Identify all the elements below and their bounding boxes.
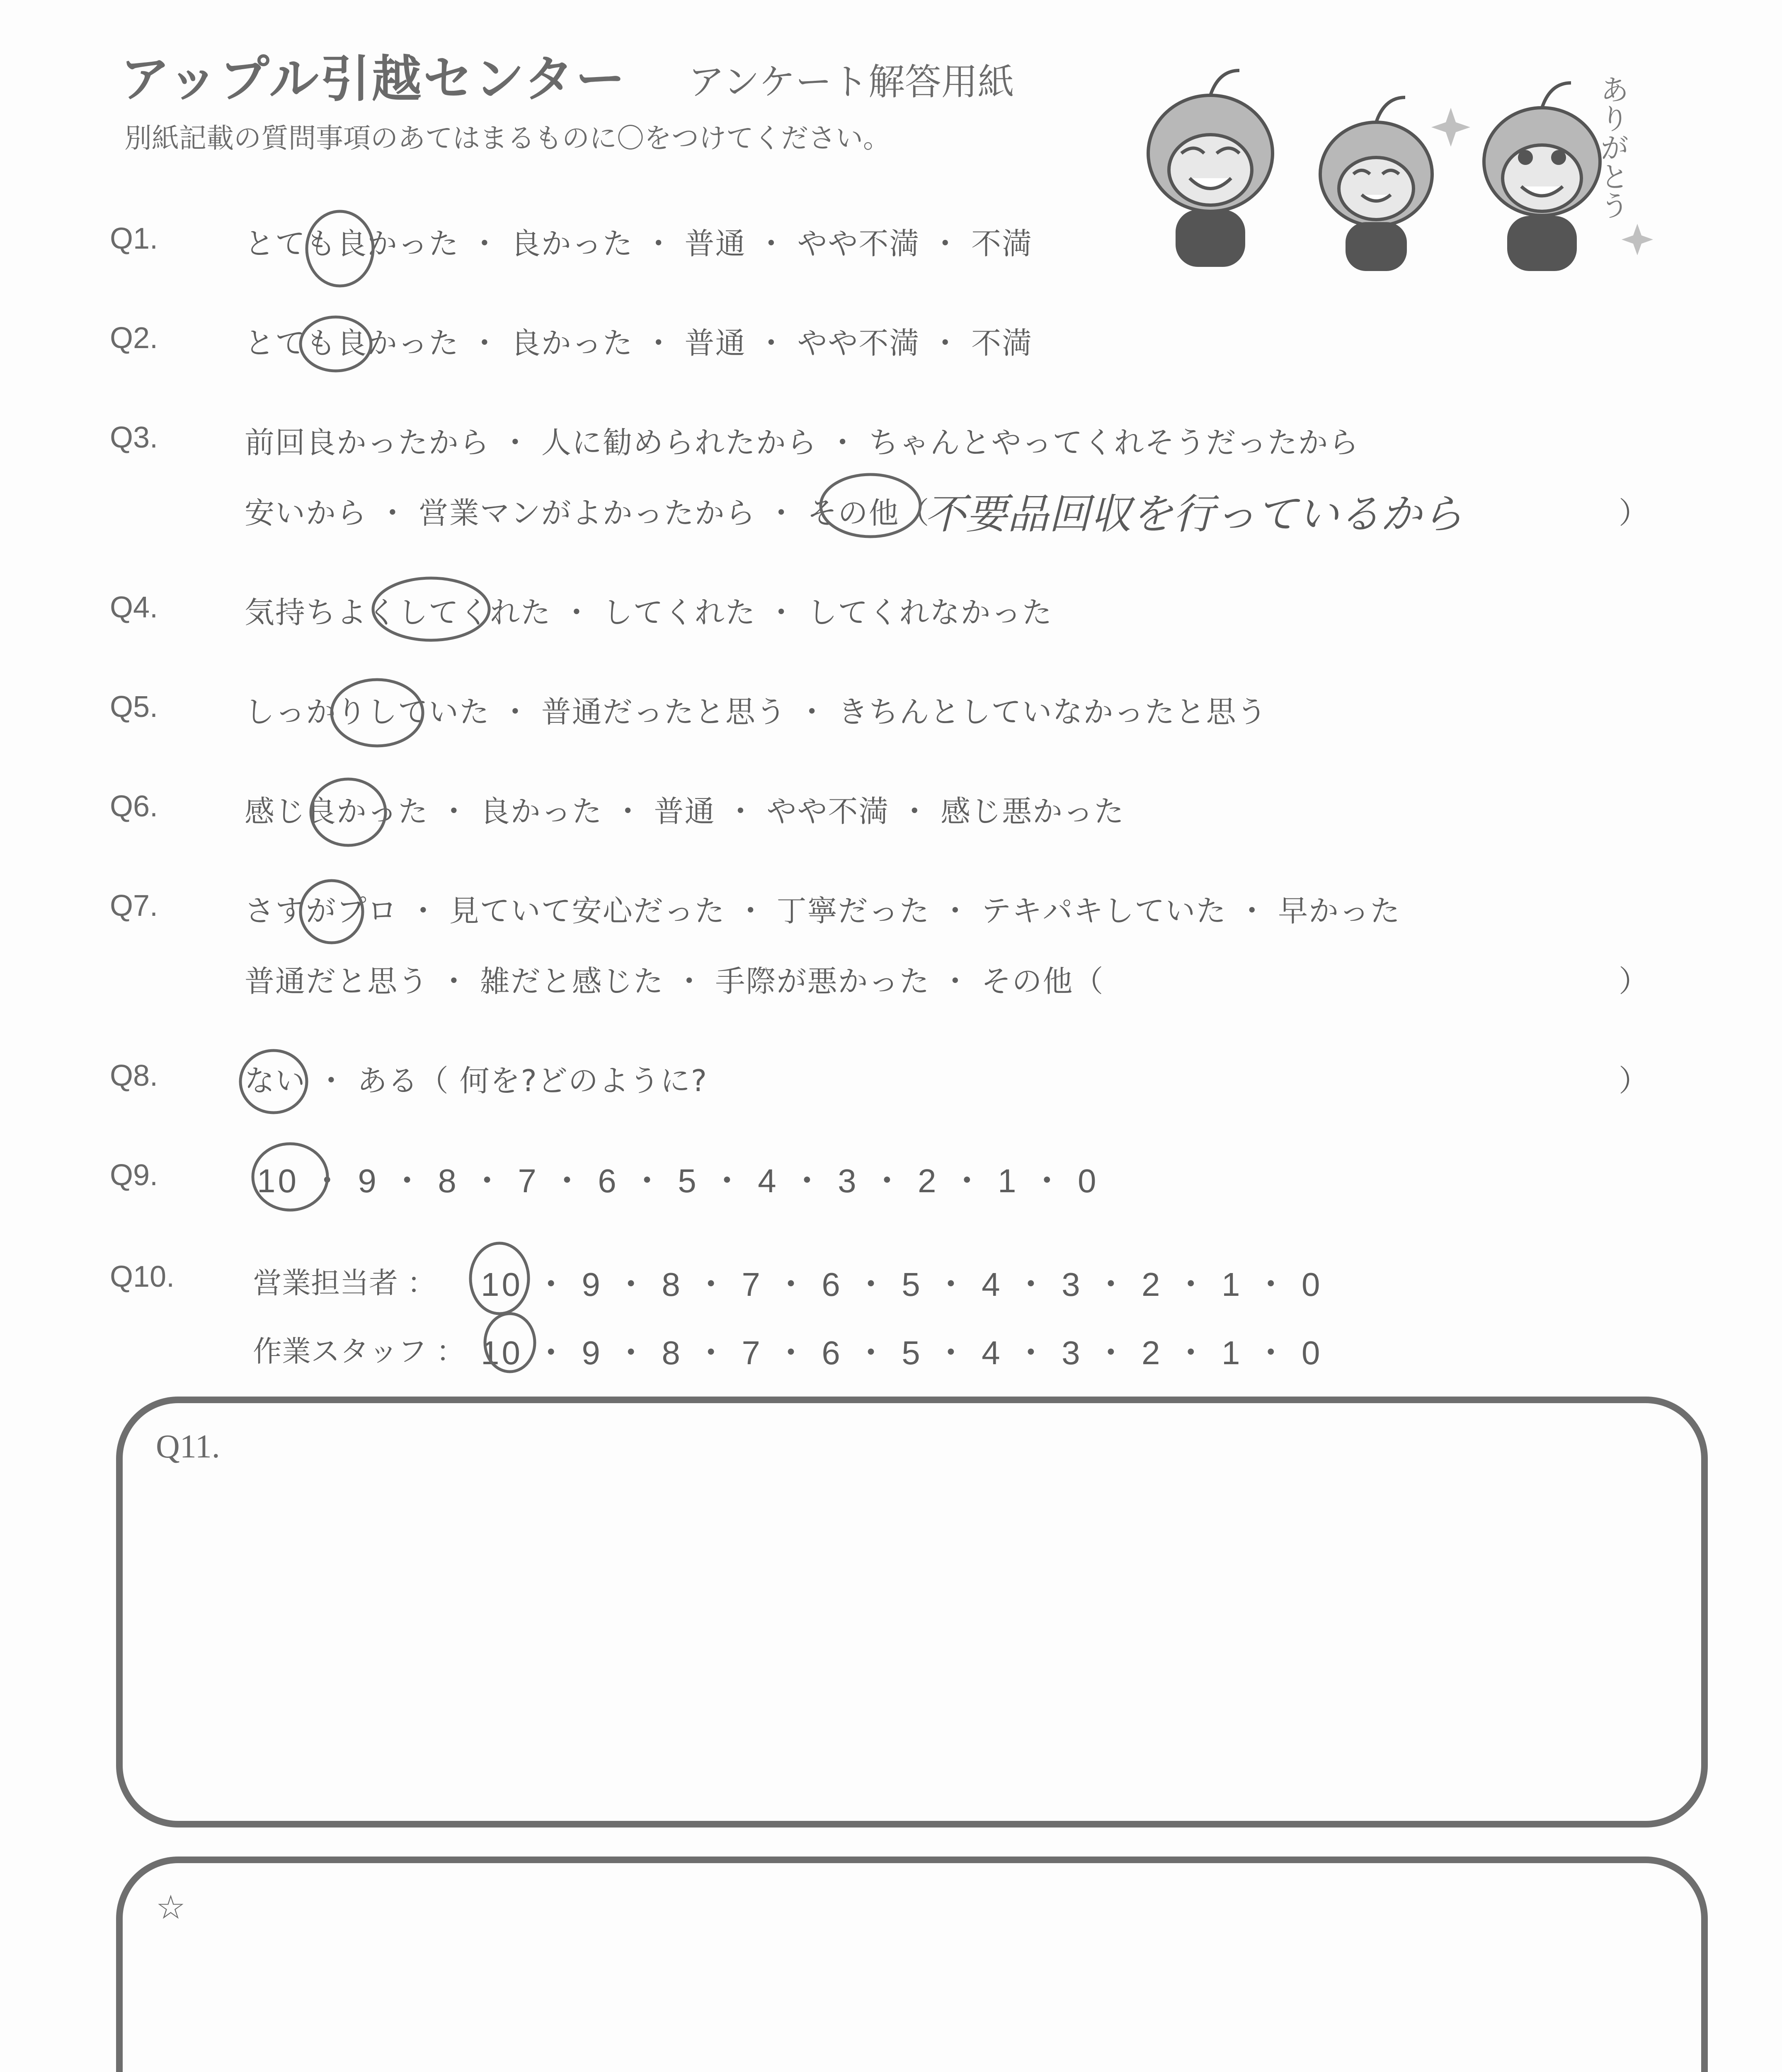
q6-number: Q6. (110, 790, 158, 823)
q10-sales-label: 営業担当者 ： (253, 1266, 436, 1300)
q3-number: Q3. (110, 421, 158, 454)
thanks-text: ありがとう (1595, 75, 1629, 220)
q8-number: Q8. (110, 1059, 158, 1092)
q8-options: ない ・ ある（ 何を?どのように? (245, 1063, 708, 1098)
star-label: ☆ (156, 1890, 186, 1926)
q4-options: 気持ちよくしてくれた ・ してくれた ・ してくれなかった (245, 595, 1053, 630)
q3-close-paren: ） (1619, 496, 1649, 530)
q7-options-line1: さすがプロ ・ 見ていて安心だった ・ 丁寧だった ・ テキパキしていた ・ 早かった (245, 893, 1401, 928)
q3-handwritten-answer: 不要品回収を行っているから (924, 490, 1463, 538)
q9-number: Q9. (110, 1159, 158, 1192)
q10-staff-scale: 10 ・ 9 ・ 8 ・ 7 ・ 6 ・ 5 ・ 4 ・ 3 ・ 2 ・ 1 ・ 0 (481, 1334, 1323, 1371)
q5-number: Q5. (110, 690, 158, 724)
instruction-text: 別紙記載の質問事項のあてはまるものに〇をつけてください。 (124, 122, 890, 154)
monkey-mascot-1 (1148, 70, 1273, 265)
q7-close-paren: ） (1619, 964, 1649, 999)
q1-options: とても良かった ・ 良かった ・ 普通 ・ やや不満 ・ 不満 (245, 226, 1033, 261)
company-title: アップル引越センター (120, 51, 627, 108)
q2-options: とても良かった ・ 良かった ・ 普通 ・ やや不満 ・ 不満 (245, 326, 1033, 361)
q11-comment-box[interactable] (116, 1397, 1708, 1828)
q10-number: Q10. (110, 1260, 175, 1293)
q2-number: Q2. (110, 322, 158, 355)
q7-options-line2: 普通だと思う ・ 雑だと感じた ・ 手際が悪かった ・ その他（ (245, 964, 1104, 999)
q10-sales-scale: 10 ・ 9 ・ 8 ・ 7 ・ 6 ・ 5 ・ 4 ・ 3 ・ 2 ・ 1 ・ 0 (481, 1266, 1323, 1303)
q7-number: Q7. (110, 889, 158, 922)
star-comment-box[interactable] (116, 1857, 1708, 2072)
q3-options-line2: 安いから ・ 営業マンがよかったから ・ その他（ (245, 496, 930, 530)
q8-close-paren: ） (1619, 1063, 1649, 1098)
q1-number: Q1. (110, 222, 158, 255)
q11-label: Q11. (156, 1428, 220, 1465)
monkey-mascot-2 (1320, 97, 1432, 269)
q3-options-line1: 前回良かったから ・ 人に勧められたから ・ ちゃんとやってくれそうだったから (245, 425, 1360, 460)
q10-staff-label: 作業スタッフ ： (253, 1334, 466, 1368)
q9-scale: 10 ・ 9 ・ 8 ・ 7 ・ 6 ・ 5 ・ 4 ・ 3 ・ 2 ・ 1 ・ 0 (257, 1162, 1099, 1199)
monkey-mascot-3 (1484, 83, 1600, 269)
q6-options: 感じ良かった ・ 良かった ・ 普通 ・ やや不満 ・ 感じ悪かった (245, 794, 1125, 829)
q4-number: Q4. (110, 591, 158, 624)
q5-options: しっかりしていた ・ 普通だったと思う ・ きちんとしていなかったと思う (245, 695, 1268, 729)
sheet-subtitle: アンケート解答用紙 (688, 61, 1014, 103)
